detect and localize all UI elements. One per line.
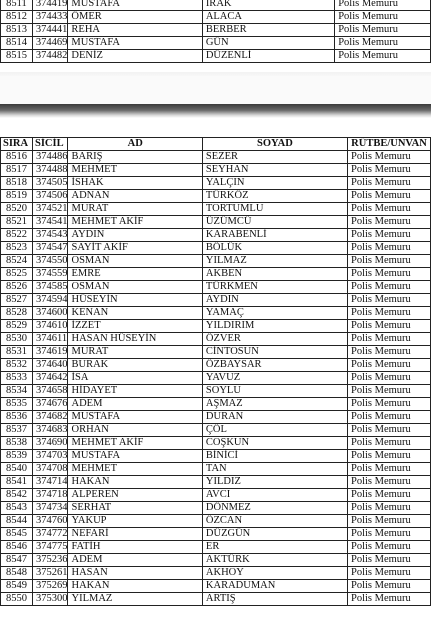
cell-ad: İSHAK — [68, 177, 202, 190]
cell-sira: 8530 — [1, 333, 33, 346]
cell-sira: 8542 — [1, 489, 33, 502]
cell-soyad: DURAN — [202, 411, 347, 424]
cell-ad: İZZET — [68, 320, 202, 333]
cell-sicil: 374703 — [32, 450, 68, 463]
cell-soyad: SEZER — [202, 151, 347, 164]
cell-rutbe: Polis Memuru — [347, 190, 430, 203]
cell-soyad: ÖZCAN — [202, 515, 347, 528]
cell-soyad: GÜN — [202, 37, 334, 50]
cell-sicil: 374469 — [32, 37, 68, 50]
cell-rutbe: Polis Memuru — [347, 437, 430, 450]
cell-sira: 8525 — [1, 268, 33, 281]
cell-rutbe: Polis Memuru — [347, 580, 430, 593]
cell-sicil: 374433 — [32, 11, 68, 24]
cell-sicil: 374482 — [32, 50, 68, 63]
cell-sira: 8523 — [1, 242, 33, 255]
table-row — [1, 320, 431, 333]
cell-ad: MURAT — [68, 203, 202, 216]
cell-rutbe: Polis Memuru — [347, 203, 430, 216]
cell-sira: 8547 — [1, 554, 33, 567]
cell-ad: BARIŞ — [68, 151, 202, 164]
table-row — [1, 593, 431, 606]
cell-rutbe: Polis Memuru — [347, 593, 430, 606]
cell-rutbe: Polis Memuru — [335, 11, 431, 24]
cell-sira: 8511 — [1, 0, 33, 11]
cell-sicil: 374505 — [32, 177, 68, 190]
cell-soyad: YAMAÇ — [202, 307, 347, 320]
cell-sira: 8514 — [1, 37, 33, 50]
table-row — [1, 0, 431, 11]
cell-sicil: 374642 — [32, 372, 68, 385]
table-row — [1, 424, 431, 437]
cell-sira: 8537 — [1, 424, 33, 437]
table-header-row — [1, 138, 431, 151]
cell-sicil: 374585 — [32, 281, 68, 294]
table-row — [1, 255, 431, 268]
cell-rutbe: Polis Memuru — [347, 567, 430, 580]
table-row — [1, 203, 431, 216]
cell-soyad: AVCI — [202, 489, 347, 502]
cell-rutbe: Polis Memuru — [347, 411, 430, 424]
cell-sira: 8531 — [1, 346, 33, 359]
table-row — [1, 489, 431, 502]
cell-sicil: 374760 — [32, 515, 68, 528]
cell-ad: MURAT — [68, 346, 202, 359]
header-sicil: SİCİL — [32, 138, 68, 151]
cell-ad: HÜSEYİN — [68, 294, 202, 307]
cell-soyad: ARTIŞ — [202, 593, 347, 606]
cell-sicil: 374611 — [32, 333, 68, 346]
cell-ad: BURAK — [68, 359, 202, 372]
cell-ad: OSMAN — [68, 281, 202, 294]
page-break-shadow — [0, 104, 431, 118]
cell-soyad: YILDIZ — [202, 476, 347, 489]
cell-rutbe: Polis Memuru — [347, 554, 430, 567]
cell-soyad: SOYLU — [202, 385, 347, 398]
cell-rutbe: Polis Memuru — [347, 450, 430, 463]
cell-ad: ADNAN — [68, 190, 202, 203]
cell-soyad: TÜRKÖZ — [202, 190, 347, 203]
cell-sira: 8548 — [1, 567, 33, 580]
cell-soyad: ER — [202, 541, 347, 554]
cell-sicil: 374775 — [32, 541, 68, 554]
table-row — [1, 554, 431, 567]
header-ad: AD — [68, 138, 202, 151]
cell-soyad: BERBER — [202, 24, 334, 37]
table-row — [1, 37, 431, 50]
cell-sira: 8524 — [1, 255, 33, 268]
cell-sicil: 374610 — [32, 320, 68, 333]
cell-ad: HASAN HÜSEYİN — [68, 333, 202, 346]
cell-ad: MEHMET AKİF — [68, 437, 202, 450]
cell-sira: 8521 — [1, 216, 33, 229]
cell-rutbe: Polis Memuru — [347, 346, 430, 359]
table-row — [1, 528, 431, 541]
cell-sicil: 374772 — [32, 528, 68, 541]
cell-sira: 8520 — [1, 203, 33, 216]
table-row — [1, 229, 431, 242]
cell-ad: SERHAT — [68, 502, 202, 515]
table-row — [1, 177, 431, 190]
table-row — [1, 372, 431, 385]
cell-rutbe: Polis Memuru — [347, 164, 430, 177]
table-row — [1, 242, 431, 255]
cell-sicil: 374658 — [32, 385, 68, 398]
cell-rutbe: Polis Memuru — [347, 333, 430, 346]
cell-rutbe: Polis Memuru — [347, 502, 430, 515]
cell-soyad: KARADUMAN — [202, 580, 347, 593]
cell-sicil: 374419 — [32, 0, 68, 11]
cell-sicil: 374541 — [32, 216, 68, 229]
cell-rutbe: Polis Memuru — [347, 398, 430, 411]
table-row — [1, 437, 431, 450]
cell-sira: 8518 — [1, 177, 33, 190]
cell-ad: OSMAN — [68, 255, 202, 268]
cell-sira: 8529 — [1, 320, 33, 333]
cell-sicil: 374486 — [32, 151, 68, 164]
cell-rutbe: Polis Memuru — [347, 424, 430, 437]
cell-ad: ADEM — [68, 398, 202, 411]
table-row — [1, 50, 431, 63]
cell-soyad: AŞMAZ — [202, 398, 347, 411]
cell-soyad: DÖNMEZ — [202, 502, 347, 515]
cell-ad: HAKAN — [68, 580, 202, 593]
cell-rutbe: Polis Memuru — [347, 320, 430, 333]
cell-soyad: DÜZENLİ — [202, 50, 334, 63]
table-row — [1, 476, 431, 489]
cell-rutbe: Polis Memuru — [347, 151, 430, 164]
cell-sicil: 374594 — [32, 294, 68, 307]
header-sira: SIRA — [1, 138, 33, 151]
cell-sira: 8527 — [1, 294, 33, 307]
cell-sicil: 374682 — [32, 411, 68, 424]
cell-rutbe: Polis Memuru — [347, 528, 430, 541]
cell-rutbe: Polis Memuru — [347, 229, 430, 242]
cell-sicil: 375269 — [32, 580, 68, 593]
cell-soyad: CİNTOSUN — [202, 346, 347, 359]
cell-ad: İSA — [68, 372, 202, 385]
header-rutbe: RÜTBE/UNVAN — [347, 138, 430, 151]
table-row — [1, 359, 431, 372]
cell-sicil: 374547 — [32, 242, 68, 255]
cell-rutbe: Polis Memuru — [335, 50, 431, 63]
cell-sira: 8528 — [1, 307, 33, 320]
cell-sicil: 374734 — [32, 502, 68, 515]
cell-soyad: DÜZGÜN — [202, 528, 347, 541]
cell-sicil: 374521 — [32, 203, 68, 216]
cell-sira: 8532 — [1, 359, 33, 372]
cell-rutbe: Polis Memuru — [347, 489, 430, 502]
cell-rutbe: Polis Memuru — [347, 385, 430, 398]
cell-sira: 8535 — [1, 398, 33, 411]
cell-ad: SAYİT AKİF — [68, 242, 202, 255]
cell-ad: ADEM — [68, 554, 202, 567]
cell-ad: MEHMET AKİF — [68, 216, 202, 229]
cell-rutbe: Polis Memuru — [347, 515, 430, 528]
cell-rutbe: Polis Memuru — [347, 177, 430, 190]
cell-ad: HASAN — [68, 567, 202, 580]
cell-rutbe: Polis Memuru — [347, 242, 430, 255]
cell-sicil: 374441 — [32, 24, 68, 37]
cell-sira: 8512 — [1, 11, 33, 24]
cell-soyad: YAVUZ — [202, 372, 347, 385]
cell-soyad: ÇÖL — [202, 424, 347, 437]
personnel-rows — [1, 151, 431, 606]
cell-rutbe: Polis Memuru — [347, 463, 430, 476]
cell-rutbe: Polis Memuru — [347, 359, 430, 372]
table-row — [1, 567, 431, 580]
table-row — [1, 385, 431, 398]
cell-sira: 8543 — [1, 502, 33, 515]
cell-ad: AYDIN — [68, 229, 202, 242]
cell-ad: DENİZ — [68, 50, 202, 63]
cell-sicil: 374559 — [32, 268, 68, 281]
table-row — [1, 281, 431, 294]
cell-sira: 8538 — [1, 437, 33, 450]
table-row — [1, 268, 431, 281]
cell-soyad: COŞKUN — [202, 437, 347, 450]
cell-sicil: 375300 — [32, 593, 68, 606]
table-row — [1, 580, 431, 593]
cell-rutbe: Polis Memuru — [347, 281, 430, 294]
cell-soyad: TÜRKMEN — [202, 281, 347, 294]
cell-rutbe: Polis Memuru — [347, 541, 430, 554]
cell-sira: 8513 — [1, 24, 33, 37]
cell-soyad: TORTUMLU — [202, 203, 347, 216]
cell-sira: 8516 — [1, 151, 33, 164]
cell-sira: 8550 — [1, 593, 33, 606]
cell-ad: ORHAN — [68, 424, 202, 437]
cell-soyad: ALACA — [202, 11, 334, 24]
table-row — [1, 24, 431, 37]
cell-ad: ÖMER — [68, 11, 202, 24]
cell-rutbe: Polis Memuru — [347, 216, 430, 229]
cell-soyad: YALÇIN — [202, 177, 347, 190]
cell-soyad: YILMAZ — [202, 255, 347, 268]
table-row — [1, 190, 431, 203]
cell-sicil: 374708 — [32, 463, 68, 476]
cell-sicil: 374676 — [32, 398, 68, 411]
cell-sicil: 374683 — [32, 424, 68, 437]
cell-soyad: ÜZÜMCÜ — [202, 216, 347, 229]
cell-sira: 8546 — [1, 541, 33, 554]
header-soyad: SOYAD — [202, 138, 347, 151]
cell-rutbe: Polis Memuru — [347, 255, 430, 268]
cell-ad: YILMAZ — [68, 593, 202, 606]
table-row — [1, 333, 431, 346]
cell-sira: 8541 — [1, 476, 33, 489]
cell-sira: 8534 — [1, 385, 33, 398]
cell-ad: MUSTAFA — [68, 37, 202, 50]
table-row — [1, 307, 431, 320]
cell-ad: NEFARİ — [68, 528, 202, 541]
cell-sira: 8545 — [1, 528, 33, 541]
cell-rutbe: Polis Memuru — [335, 24, 431, 37]
table-row — [1, 216, 431, 229]
cell-sira: 8549 — [1, 580, 33, 593]
previous-page-table — [0, 0, 431, 63]
cell-soyad: IRAK — [202, 0, 334, 11]
cell-ad: EMRE — [68, 268, 202, 281]
table-row — [1, 411, 431, 424]
cell-sicil: 374619 — [32, 346, 68, 359]
cell-rutbe: Polis Memuru — [335, 0, 431, 11]
cell-ad: FATİH — [68, 541, 202, 554]
table-row — [1, 346, 431, 359]
cell-ad: HİDAYET — [68, 385, 202, 398]
cell-sicil: 374714 — [32, 476, 68, 489]
cell-sira: 8539 — [1, 450, 33, 463]
cell-sicil: 375261 — [32, 567, 68, 580]
cell-sicil: 374600 — [32, 307, 68, 320]
cell-rutbe: Polis Memuru — [347, 294, 430, 307]
cell-ad: MUSTAFA — [68, 411, 202, 424]
cell-soyad: BÖLÜK — [202, 242, 347, 255]
cell-sira: 8533 — [1, 372, 33, 385]
cell-soyad: AKBEN — [202, 268, 347, 281]
cell-sira: 8517 — [1, 164, 33, 177]
cell-soyad: TAN — [202, 463, 347, 476]
table-row — [1, 294, 431, 307]
table-row — [1, 151, 431, 164]
table-row — [1, 541, 431, 554]
cell-sira: 8536 — [1, 411, 33, 424]
cell-soyad: AYDIN — [202, 294, 347, 307]
cell-sicil: 375236 — [32, 554, 68, 567]
cell-sicil: 374718 — [32, 489, 68, 502]
cell-sira: 8522 — [1, 229, 33, 242]
table-row — [1, 463, 431, 476]
cell-ad: MEHMET — [68, 463, 202, 476]
cell-sira: 8519 — [1, 190, 33, 203]
page-gap — [0, 76, 431, 104]
cell-ad: REHA — [68, 24, 202, 37]
cell-sicil: 374550 — [32, 255, 68, 268]
cell-ad: MUSTAFA — [68, 450, 202, 463]
cell-rutbe: Polis Memuru — [347, 476, 430, 489]
cell-sira: 8526 — [1, 281, 33, 294]
cell-soyad: ÖZBAYSAR — [202, 359, 347, 372]
personnel-table — [0, 137, 431, 606]
cell-ad: ALPEREN — [68, 489, 202, 502]
cell-sicil: 374640 — [32, 359, 68, 372]
cell-soyad: ÖZVER — [202, 333, 347, 346]
cell-rutbe: Polis Memuru — [347, 372, 430, 385]
table-row — [1, 11, 431, 24]
cell-sicil: 374690 — [32, 437, 68, 450]
cell-ad: YAKUP — [68, 515, 202, 528]
cell-sicil: 374488 — [32, 164, 68, 177]
cell-soyad: AKTÜRK — [202, 554, 347, 567]
table-row — [1, 502, 431, 515]
cell-rutbe: Polis Memuru — [335, 37, 431, 50]
table-row — [1, 515, 431, 528]
cell-ad: MEHMET — [68, 164, 202, 177]
table-row — [1, 450, 431, 463]
table-row — [1, 398, 431, 411]
cell-soyad: BİNİCİ — [202, 450, 347, 463]
cell-sicil: 374506 — [32, 190, 68, 203]
previous-page-rows — [1, 0, 431, 63]
cell-sicil: 374543 — [32, 229, 68, 242]
cell-soyad: SEYHAN — [202, 164, 347, 177]
cell-soyad: KARABENLİ — [202, 229, 347, 242]
cell-sira: 8515 — [1, 50, 33, 63]
cell-soyad: AKHOY — [202, 567, 347, 580]
cell-rutbe: Polis Memuru — [347, 307, 430, 320]
table-row — [1, 164, 431, 177]
cell-sira: 8540 — [1, 463, 33, 476]
cell-soyad: YILDIRIM — [202, 320, 347, 333]
cell-ad: HAKAN — [68, 476, 202, 489]
cell-rutbe: Polis Memuru — [347, 268, 430, 281]
cell-ad: MUSTAFA — [68, 0, 202, 11]
cell-ad: KENAN — [68, 307, 202, 320]
cell-sira: 8544 — [1, 515, 33, 528]
